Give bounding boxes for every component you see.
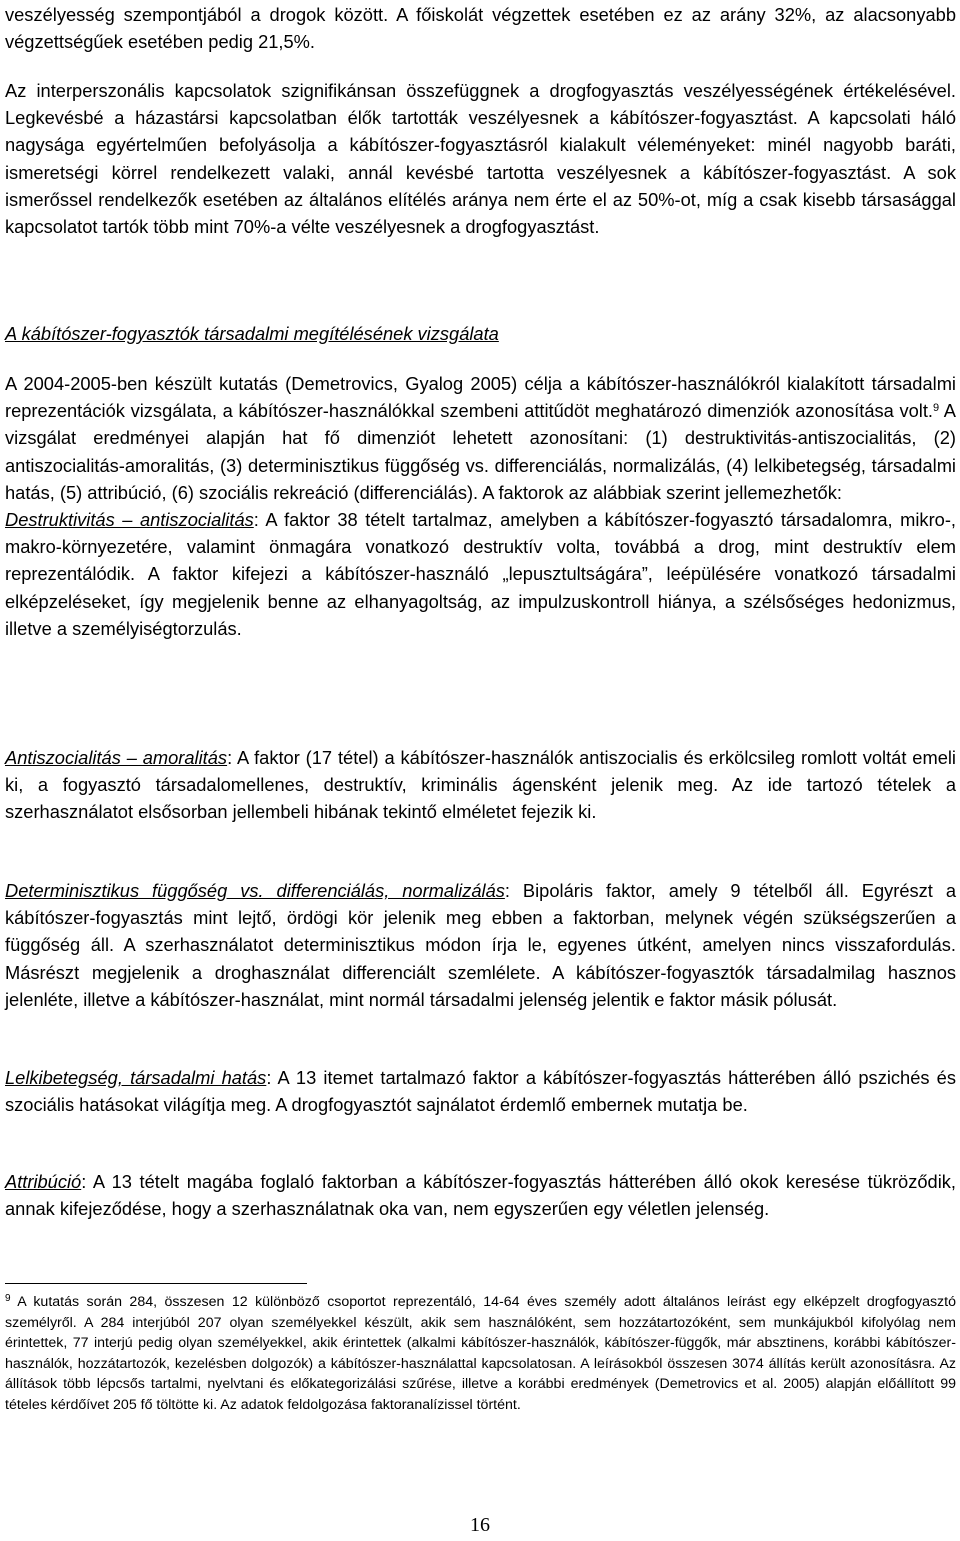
paragraph-3: A 2004-2005-ben készült kutatás (Demetrovics, Gyalog 2005) célja a kábítószer-használókról kialakított társadalmi reprezentációk vizsgálata, a kábítószer-használókkal szembeni attitűdöt meghatározó dimenziók azonosítása volt.$^9$ A vizsgálat eredményei alapján hat fő dimenziót lehetett azonosítani: (1) destruktivitás-antiszocialitás, (2) antiszocialitás-amoralitás, (3) determinisztikus függőség vs. differenciálás, normalizálás, (4) lelkibetegség, társadalmi hatás, (5) attribúció, (6) szociális rekreáció (differenciálás). A faktorok az alábbiak szerint jellemezhetők: Destruktivitás – antiszocialitás: A faktor 38 tételt tartalmaz, amelyben a kábítószer-fogyasztó társadalomra, mikro-, makro-környezetére, valamint önmagára vonatkozó destruktív volta, továbbá a drog, mint destruktív elem reprezentálódik. A faktor kifejezi a kábítószer-használó „lepusztultságára”, leépülésére vonatkozó társadalmi elképzeléseket, így megjelenik benne az elhanyagoltság, az impulzuskontroll hiánya, a szélsőséges hedonizmus, illetve a személyiségtorzulás.: [5, 373, 956, 639]
footnote-reference[interactable]: 9: [933, 402, 940, 415]
term-attribucio: Attribúció: [5, 1171, 82, 1192]
footnote: $^9$ A kutatás során 284, összesen 12 különböző csoportot reprezentáló, 14-64 éves személy adott általános leírást egy elképzelt drogfogyasztó személyről. A 284 interjúból 207 olyan személyekkel készült, akik sem használóként, sem hozzátartozóként, sem munkájukból kifolyólag nem érintettek, 77 interjú pedig olyan személyekkel, akik érintettek (alkalmi kábítószer-használók, kábítószer-függők, már absztinens, korábbi kábítószer-használók, hozzátartozók, kezelésben dolgozók) a kábítószer-használattal kapcsolatosan. A leírásokból összesen 3074 állítás került azonosításra. Az állítások több lépcsős tartalmi, nyelvtani és előkategorizálási szűrése, illetve a korábbi eredmények (Demetrovics et al. 2005) alapján előállított 99 tételes kérdőívet 205 fő töltötte ki. Az adatok feldolgozása faktoranalízissel történt.: [5, 1293, 956, 1413]
term-destruktivitas: Destruktivitás – antiszocialitás: [5, 509, 254, 531]
section-heading: A kábítószer-fogyasztók társadalmi megítélésének vizsgálata: [5, 323, 499, 344]
paragraph-attribucio: Attribúció: A 13 tételt magába foglaló faktorban a kábítószer-fogyasztás hátterében álló okok keresése tükröződik, annak kifejeződése, hogy a szerhasználatnak oka van, nem egyszerűen egy véletlen jelenség.: [5, 1171, 956, 1220]
footnote-separator: [5, 1283, 307, 1284]
paragraph-1: veszélyesség szempontjából a drogok között. A főiskolát végzettek esetében ez az arány 32%, az alacsonyabb végzettségűek esetében pedig 21,5%.: [5, 4, 956, 53]
page-number: 16: [470, 1514, 490, 1536]
term-lelkibetegseg: Lelkibetegség, társadalmi hatás: [5, 1067, 267, 1088]
term-antiszocialitas: Antiszocialitás – amoralitás: [5, 747, 228, 768]
term-determinisztikus: Determinisztikus függőség vs. differenciálás, normalizálás: [5, 880, 505, 901]
paragraph-antiszocialitas: Antiszocialitás – amoralitás: A faktor (17 tétel) a kábítószer-használók antiszocialis és erkölcsileg romlott voltát emeli ki, a fogyasztó társadalomellenes, destruktív, kriminális ágensként jelenik meg. Az ide tartozó tételek a szerhasználatot elsősorban jellembeli hibának tekintő elméletet fejezik ki.: [5, 747, 956, 823]
footnote-number: 9: [5, 1293, 11, 1304]
paragraph-2: Az interperszonális kapcsolatok szignifikánsan összefüggnek a drogfogyasztás veszélyességének értékelésével. Legkevésbé a házastársi kapcsolatban élők tartották veszélyesnek a kábítószer-fogyasztást. A kapcsolati háló nagysága egyértelműen befolyásolja a kábítószer-fogyasztásról kialakult véleményeket: minél nagyobb baráti, ismeretségi körrel rendelkezett valaki, annál kevésbé tartotta veszélyesnek a kábítószer-fogyasztást. A sok ismerőssel rendelkezők esetében az általános elítélés aránya nem érte el az 50%-ot, míg a csak kisebb társasággal kapcsolatot tartók több mint 70%-a vélte veszélyesnek a drogfogyasztást.: [5, 80, 956, 238]
paragraph-determinisztikus: Determinisztikus függőség vs. differenciálás, normalizálás: Bipoláris faktor, amely 9 tételből áll. Egyrészt a kábítószer-fogyasztás mint lejtő, ördögi kör jelenik meg ebben a faktorban, melynek végén szükségszerűen a függőség áll. A szerhasználatot determinisztikus módon írja le, egyenes útként, amelyen nincs visszafordulás. Másrészt megjelenik a droghasználat differenciált szemlélete. A kábítószer-fogyasztók társadalmilag hasznos jelenléte, illetve a kábítószer-használat, mint normál társadalmi jelenség jelentik e faktor másik pólusát.: [5, 880, 956, 1010]
paragraph-lelkibetegseg: Lelkibetegség, társadalmi hatás: A 13 itemet tartalmazó faktor a kábítószer-fogyasztás hátterében álló pszichés és szociális hatásokat világítja meg. A drogfogyasztót sajnálatot érdemlő embernek mutatja be.: [5, 1067, 956, 1116]
